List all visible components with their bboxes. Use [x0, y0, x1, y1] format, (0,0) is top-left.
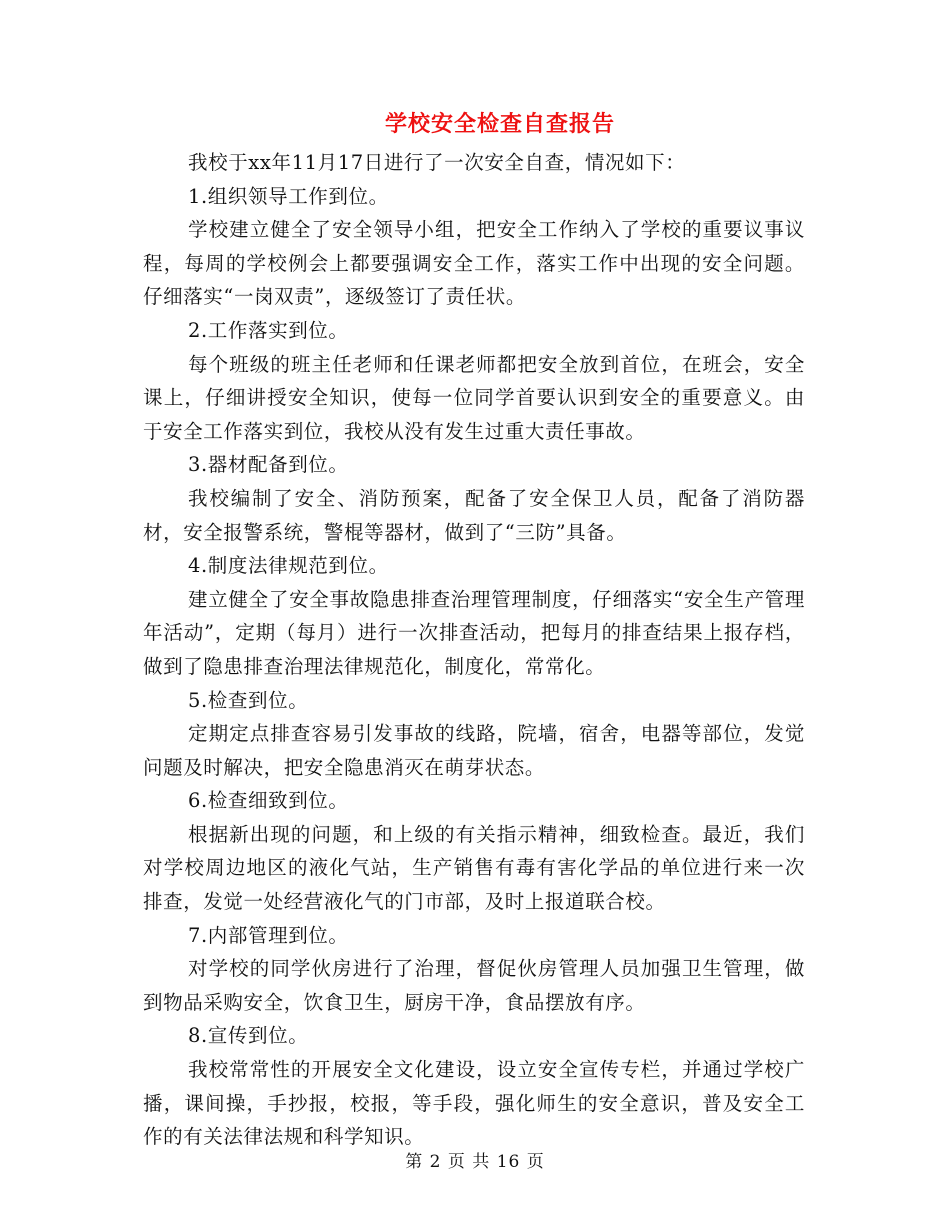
document-title: 学校安全检查自查报告: [384, 111, 615, 137]
paragraph-internal-management: 对学校的同学伙房进行了治理，督促伙房管理人员加强卫生管理，做到物品采购安全，饮食卫生，厨房干净，食品摆放有序。: [143, 957, 805, 1014]
heading-inspection: 5.检查到位。: [188, 688, 309, 712]
page-footer: [0, 1150, 950, 1174]
footer-prefix: 第: [405, 1152, 424, 1172]
heading-implementation: 2.工作落实到位。: [188, 318, 349, 342]
paragraph-inspection: 定期定点排查容易引发事故的线路，院墙，宿舍，电器等部位，发觉问题及时解决，把安全隐患消灭在萌芽状态。: [143, 722, 805, 779]
paragraph-publicity: 我校常常性的开展安全文化建设，设立安全宣传专栏，并通过学校广播，课间操，手抄报，校报，等手段，强化师生的安全意识，普及安全工作的有关法律法规和科学知识。: [143, 1058, 805, 1149]
heading-organization: 1.组织领导工作到位。: [188, 184, 389, 208]
heading-publicity: 8.宣传到位。: [188, 1024, 309, 1048]
paragraph-organization: 学校建立健全了安全领导小组，把安全工作纳入了学校的重要议事议程，每周的学校例会上都要强调安全工作，落实工作中出现的安全问题。仔细落实“一岗双责”，逐级签订了责任状。: [143, 218, 805, 309]
paragraph-equipment: 我校编制了安全、消防预案，配备了安全保卫人员，配备了消防器材，安全报警系统，警棍等器材，做到了“三防”具备。: [143, 486, 805, 544]
footer-suffix: 页: [526, 1152, 545, 1172]
footer-page-number: 2: [429, 1152, 442, 1172]
heading-internal-management: 7.内部管理到位。: [188, 923, 349, 947]
document-body: [143, 146, 805, 1154]
footer-total-pages: 16: [496, 1152, 521, 1172]
heading-detailed-inspection: 6.检查细致到位。: [188, 789, 349, 813]
footer-middle: 页 共: [447, 1152, 491, 1172]
paragraph-implementation: 每个班级的班主任老师和任课老师都把安全放到首位，在班会，安全课上，仔细讲授安全知识，使每一位同学首要认识到安全的重要意义。由于安全工作落实到位，我校从没有发生过重大责任事故。: [143, 352, 805, 443]
heading-regulations: 4.制度法律规范到位。: [188, 554, 389, 578]
paragraph-detailed-inspection: 根据新出现的问题，和上级的有关指示精神，细致检查。最近，我们对学校周边地区的液化气站，生产销售有毒有害化学品的单位进行来一次排查，发觉一处经营液化气的门市部，及时上报道联合校。: [143, 822, 805, 914]
paragraph-intro: 我校于xx年11月17日进行了一次安全自查，情况如下：: [188, 151, 686, 174]
paragraph-regulations: 建立健全了安全事故隐患排查治理管理制度，仔细落实“安全生产管理年活动”，定期（每月）进行一次排查活动，把每月的排查结果上报存档，做到了隐患排查治理法律规范化，制度化，常常化。: [143, 587, 805, 678]
heading-equipment: 3.器材配备到位。: [188, 453, 349, 477]
